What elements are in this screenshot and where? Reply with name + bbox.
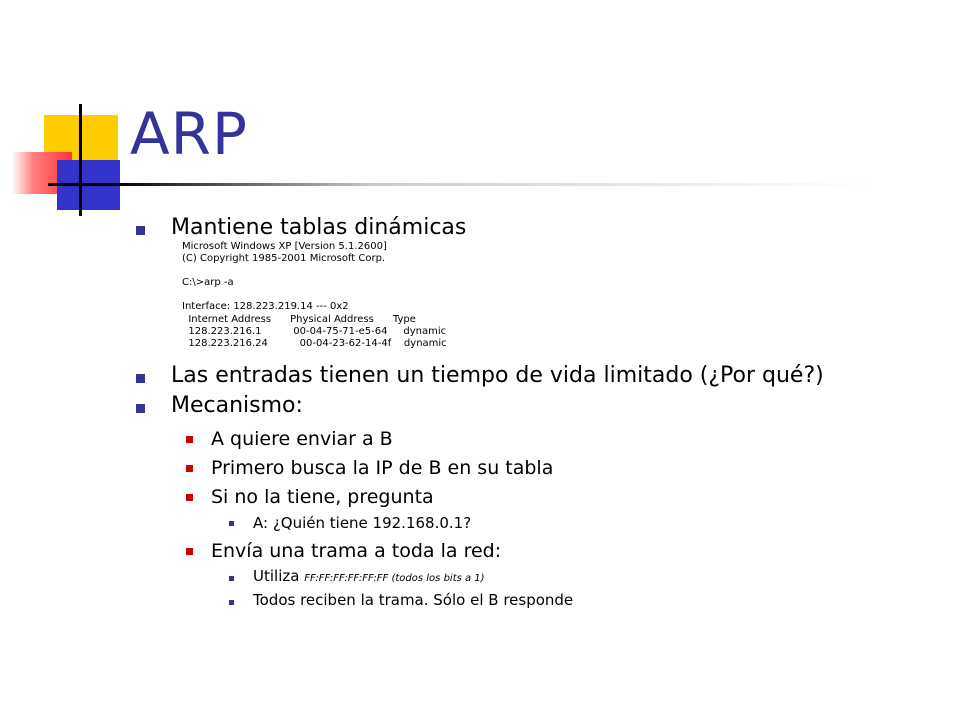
bullet-square-icon <box>136 226 145 235</box>
slide-title: ARP <box>130 100 248 168</box>
console-line: C:\>arp -a <box>182 277 234 289</box>
bullet-text: Si no la tiene, pregunta <box>211 486 434 508</box>
console-line: Interface: 128.223.219.14 --- 0x2 <box>182 301 349 313</box>
console-line: 128.223.216.1 00-04-75-71-e5-64 dynamic <box>182 325 447 337</box>
console-line: 128.223.216.24 00-04-23-62-14-4f dynamic <box>182 337 447 349</box>
bullet-square-icon <box>186 436 193 443</box>
bullet-text-main: Utiliza <box>253 567 300 585</box>
bullet-text: Envía una trama a toda la red: <box>211 540 502 562</box>
bullet-text: Mantiene tablas dinámicas <box>171 215 467 240</box>
bullet-text <box>253 567 485 588</box>
bullet-square-icon <box>136 404 145 413</box>
title-underline <box>48 183 868 186</box>
bullet-text: Primero busca la IP de B en su tabla <box>211 457 554 479</box>
bullet-square-icon <box>229 521 234 526</box>
bullet-text: Todos reciben la trama. Sólo el B responde <box>253 591 574 609</box>
console-output <box>182 241 447 350</box>
bullet-square-icon <box>229 600 234 605</box>
bullet-text: Mecanismo: <box>171 393 303 418</box>
logo-vertical-line <box>79 104 82 216</box>
broadcast-address: FF:FF:FF:FF:FF:FF (todos los bits a 1) <box>304 573 485 584</box>
bullet-square-icon <box>186 494 193 501</box>
bullet-square-icon <box>229 576 234 581</box>
console-line: (C) Copyright 1985-2001 Microsoft Corp. <box>182 253 386 265</box>
bullet-text: A quiere enviar a B <box>211 428 393 450</box>
bullet-text: A: ¿Quién tiene 192.168.0.1? <box>253 514 472 532</box>
bullet-square-icon <box>136 374 145 383</box>
console-line: Internet Address Physical Address Type <box>182 313 416 325</box>
console-line: Microsoft Windows XP [Version 5.1.2600] <box>182 241 387 252</box>
bullet-text: Las entradas tienen un tiempo de vida limitado (¿Por qué?) <box>171 363 824 388</box>
bullet-square-icon <box>186 465 193 472</box>
bullet-square-icon <box>186 548 193 555</box>
